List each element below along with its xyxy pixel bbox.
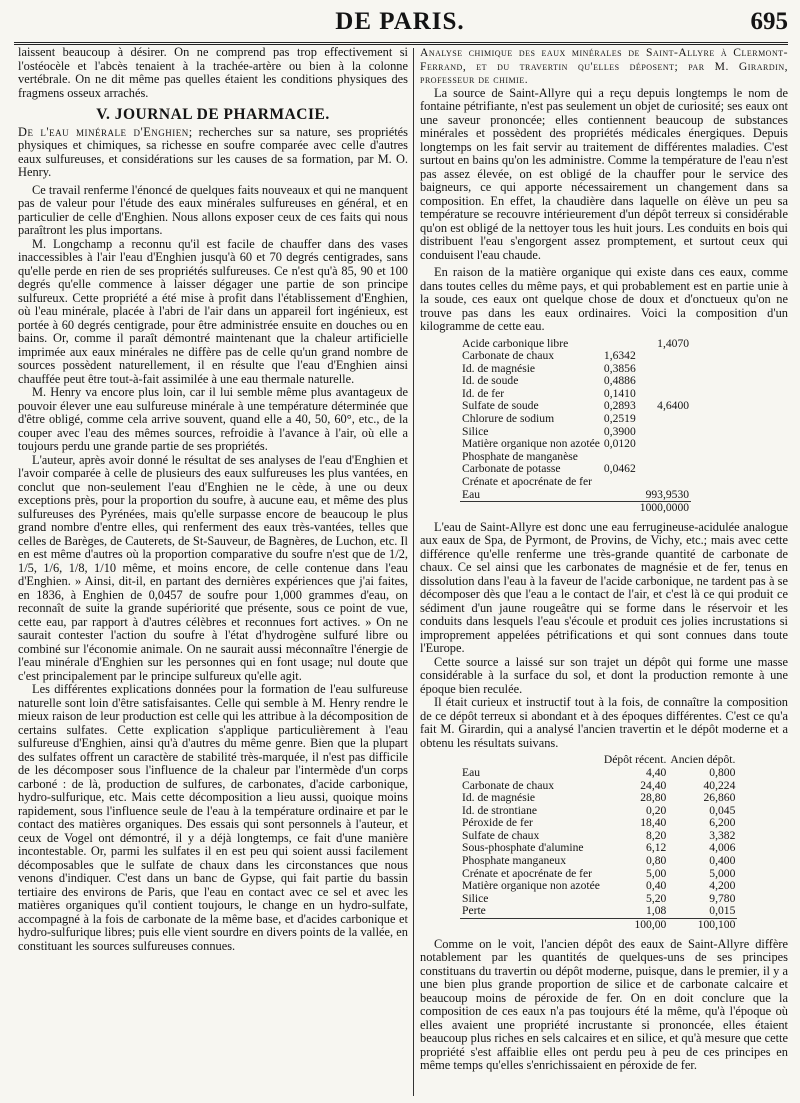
- composition-name: Phosphate de manganèse: [462, 449, 578, 463]
- deposit-ancien-value: 4,200: [709, 879, 736, 893]
- deposit-ancien-value: 0,045: [709, 803, 736, 817]
- right-paragraph-3: L'eau de Saint-Allyre est donc une eau ferrugineuse-acidulée analogue aux eaux de Spa, de Pyrmont, de Provins, de Vichy, etc.; mais avec cette différence qu'elle renferme une très-grande quantité de carbonate de chaux. Ce sel ainsi que les carbonates de magnésie et de fer, tenus en dissolution dans l'eau à la faveur de l'acide carbonique, ne tardent pas à se décomposer dès que l'eau a le contact de l'air, et c'est là ce qui produit ce sédiment d'un jaune rougeâtre qui se forme dans le réservoir et les conduits dans lesquels l'eau s'écoule et produit ces jolies incrustations si improprement appelées pétrifications et qui sont connues dans toute l'Europe.: [420, 519, 788, 656]
- analysis-heading: Analyse chimique des eaux minérales de Saint-Allyre à Clermont-Ferrand, et du travertin qu'elles déposent; par M. Girardin, professeur de chimie.: [420, 46, 788, 86]
- header-rule: [14, 42, 788, 45]
- composition-group-value: [638, 451, 691, 464]
- deposit-name: Matière organique non azotée: [462, 879, 600, 893]
- right-column: [420, 46, 788, 1098]
- composition-group-value: 4,6400: [657, 399, 690, 413]
- composition-name: Carbonate de chaux: [462, 349, 555, 363]
- composition-group-value: [638, 413, 691, 426]
- deposit-ancien-value: 0,015: [709, 904, 736, 918]
- deposit-recent-value: 5,20: [646, 891, 667, 905]
- deposit-recent-value: 18,40: [640, 816, 667, 830]
- composition-row: [460, 489, 691, 502]
- composition-name: Sulfate de soude: [462, 399, 539, 413]
- deposit-name: Phosphate manganeux: [462, 854, 566, 868]
- composition-name: Carbonate de potasse: [462, 462, 561, 476]
- deposit-row: [460, 905, 737, 918]
- composition-table: [460, 338, 691, 515]
- deposit-name: Eau: [462, 765, 481, 779]
- deposit-ancien-value: 0,400: [709, 854, 736, 868]
- right-paragraph-4: Cette source a laissé sur son trajet un dépôt qui forme une masse considérable à la surface du sol, et dont la production remonte à une époque bien reculée.: [420, 654, 788, 696]
- header-recent: Dépôt récent.: [603, 753, 667, 767]
- deposit-table: [460, 754, 737, 931]
- deposit-name: Carbonate de chaux: [462, 778, 555, 792]
- composition-value: 0,2893: [603, 399, 636, 413]
- column-divider: [413, 48, 414, 1096]
- composition-total-row: [460, 502, 691, 515]
- deposit-row: [460, 767, 737, 780]
- paragraph-4: L'auteur, après avoir donné le résultat de ses analyses de l'eau d'Enghien et l'avoir comparée à celle de plusieurs des eaux sulfureuses les plus vantées, en conclut que non-seulement l'eau d'Enghien ne le cède, à une ou deux exceptions près, pour la proportion du soufre, à aucune eau, et même des plus sulfureuses des Pyrénées, mais qu'elle surpasse encore de beaucoup le plus grand nombre d'entre elles, qui renferment des eaux très-vantées, telles que celles de Barèges, de Cauterets, de St-Sauveur, de Bagnères, de Luchon, etc. Il en est même d'autres où la proportion comparative du soufre n'est que de 1/2, 1/5, 1/6, 1/8, 1/10 même, et moins encore, de celle contenue dans l'eau d'Enghien. » Ainsi, dit-il, en partant des dernières expériences que j'ai faites, en 1836, à Enghien de 0,0457 de soufre pour 1,000 grammes d'eau, on reconnaît de suite la grande supériorité que présente, sous ce point de vue, cette eau, par rapport à d'autres célèbres et reconnues fort actives. » On ne saurait contester l'action du soufre à l'état d'hydrogène sulfuré libre ou combiné sur l'économie animale. On ne saurait aussi méconnaître l'énergie de l'eau minérale d'Enghien sur les personnes qui en font usage; nul doute que c'est principalement par le principe sulfureux qu'elle agit.: [18, 452, 408, 683]
- deposit-recent-value: 24,40: [640, 778, 667, 792]
- deposit-ancien-value: 0,800: [709, 765, 736, 779]
- deposit-name: Silice: [462, 891, 489, 905]
- deposit-name: Péroxide de fer: [462, 816, 533, 830]
- composition-value: 1,6342: [603, 349, 636, 363]
- right-paragraph-6: Comme on le voit, l'ancien dépôt des eaux de Saint-Allyre diffère notablement par les quantités de quelques-uns de ses principes constituans du travertin ou dépôt moderne, puisque, dans le premier, il y a une bien plus grande proportion de silice et de carbonate calcaire et beaucoup moins de péroxide de fer. On en doit conclure que la composition de ces eaux n'a pas toujours été la même, qu'à l'époque où elles avaient une propriété incrustante si prononcée, elles étaient beaucoup plus riches en sels calcaires et en silice, et qu'à mesure que cette propriété s'est affaiblie elles ont perdu peu à peu de ces principes en même temps qu'elles s'enrichissaient en péroxide de fer.: [420, 936, 788, 1073]
- composition-row: [460, 375, 691, 388]
- paragraph-3: M. Henry va encore plus loin, car il lui semble même plus avantageux de pouvoir élever une eau sulfureuse minérale à une température déterminée que d'être obligé, comme cela arrive souvent, quand elle a 40, 50, 60°, etc., de la couper avec l'eau des mêmes sources, refroidie à l'avance à l'air, où elle a toujours perdu une grande partie de ses propriétés.: [18, 385, 408, 453]
- composition-name: Chlorure de sodium: [462, 412, 555, 426]
- deposit-row: [460, 893, 737, 906]
- composition-value: 0,1410: [603, 386, 636, 400]
- deposit-ancien-value: 4,006: [709, 841, 736, 855]
- article-heading-caps: De l'eau minérale d'Enghien: [18, 124, 189, 139]
- deposit-total-row: [460, 919, 737, 932]
- deposit-recent-value: 28,80: [640, 791, 667, 805]
- composition-value: 0,0120: [603, 437, 636, 451]
- deposit-ancien-value: 6,200: [709, 816, 736, 830]
- composition-group-value: 993,9530: [645, 487, 690, 501]
- composition-value: [602, 489, 638, 502]
- composition-row: [460, 350, 691, 363]
- right-paragraph-1: La source de Saint-Allyre qui a reçu depuis longtemps le nom de fontaine pétrifiante, n'est pas seulement un objet de curiosité; ses eaux ont une saveur prononcée; elles contiennent beaucoup de substances minérales et possèdent des propriétés médicales énergiques. Depuis longtemps on les fait servir au traitement de différentes maladies. C'est surtout en bains qu'on les administre. Comme la température de l'eau n'est pas assez élevée, on est obligé de la chauffer pour le service des baigneurs, ce qui apporte nécessairement un changement dans sa composition. En effet, la chaudière dans laquelle on élève un peu sa température se recouvre intérieurement d'un dépôt terreux si considérable qu'on est obligé de la nettoyer tous les huit jours. Les conduits en bois qui distribuent l'eau s'engorgent assez promptement, et surtout ceux qui conduisent l'eau chaude.: [420, 85, 788, 262]
- composition-group-value: [638, 375, 691, 388]
- header-ancien: Ancien dépôt.: [670, 753, 736, 767]
- composition-value: [602, 476, 638, 489]
- deposit-ancien-value: 40,224: [703, 778, 736, 792]
- composition-value: 0,3856: [603, 361, 636, 375]
- article-heading: [18, 126, 408, 180]
- running-title: DE PARIS.: [335, 8, 465, 35]
- paragraph-5: Les différentes explications données pour la formation de l'eau sulfureuse naturelle sont loin d'être satisfaisantes. Celle qui semble à M. Henry rendre le mieux raison de leur production est celle qui les attribue à la décomposition de certains sulfates. Cette explication s'applique particulièrement à l'eau sulfureuse d'Enghien, ainsi qu'à d'autres du même genre. Bien que la plupart des sulfates offrent un caractère de stabilité très-marquée, il n'est pas difficile de les décomposer sous l'influence de la chaleur par l'intermède d'un corps carboné : de là, production de sulfures, de carbonates, d'acide carbonique, hydro-sulfurique, etc. Mais cette décomposition a lieu aussi, quoique moins rapidement, sous l'influence seule de l'eau à la température ordinaire et par le contact des matières organiques. Des essais qui sont personnels à l'auteur, et ceux de Vogel ont démontré, il y a déjà longtemps, ce fait d'une manière incontestable. Or, parmi les sulfates il en est peu qui soient aussi facilement décomposables que le sulfate de chaux dans les circonstances que nous venons d'indiquer. C'est dans un banc de Gypse, qui fait partie du bassin tertiaire des environs de Paris, que l'eau en contact avec ce sel et avec les matières organiques qu'il contient toujours, le change en un hydro-sulfate, accompagné à la fois de carbonate de la même base, et d'acides carbonique et hydro-sulfurique libres; puis elle vient sourdre en divers points de la vallée, en constituant les sources sulfureuses connues.: [18, 682, 408, 953]
- deposit-recent-value: 8,20: [646, 828, 667, 842]
- deposit-ancien-value: 3,382: [709, 828, 736, 842]
- deposit-name: Sous-phosphate d'alumine: [462, 841, 584, 855]
- deposit-name: Id. de magnésie: [462, 791, 536, 805]
- composition-value: 0,2519: [603, 412, 636, 426]
- deposit-recent-value: 0,80: [646, 854, 667, 868]
- composition-row: [460, 438, 691, 451]
- deposit-recent-value: 0,40: [646, 879, 667, 893]
- deposit-name: Perte: [462, 904, 486, 918]
- deposit-ancien-value: 9,780: [709, 891, 736, 905]
- composition-group-value: [638, 363, 691, 376]
- composition-name: Eau: [462, 487, 481, 501]
- composition-name: Id. de fer: [462, 386, 505, 400]
- deposit-recent-value: 1,08: [646, 904, 667, 918]
- composition-name: Id. de soude: [462, 374, 519, 388]
- paragraph-1: Ce travail renferme l'énoncé de quelques faits nouveaux et qui ne manquent pas de valeur pour l'étude des eaux minérales sulfureuses en général, et en particulier de celle d'Enghien. Nous allons exposer ceux de ces faits qui nous paraîtront les plus importans.: [18, 182, 408, 237]
- composition-group-value: [638, 476, 691, 489]
- right-paragraph-5: Il était curieux et instructif tout à la fois, de connaître la composition de ce dépôt terreux si abondant et à des époques différentes. C'est ce qu'a fait M. Girardin, qui a analysé l'ancien travertin et le dépôt moderne et a obtenu les résultats suivans.: [420, 695, 788, 750]
- deposit-recent-value: 5,00: [646, 866, 667, 880]
- deposit-name: Crénate et apocrénate de fer: [462, 866, 593, 880]
- composition-value: 0,4886: [603, 374, 636, 388]
- deposit-total-recent: 100,00: [602, 919, 668, 932]
- deposit-recent-value: 6,12: [646, 841, 667, 855]
- section-title: V. JOURNAL DE PHARMACIE.: [96, 106, 330, 123]
- composition-group-value: [638, 350, 691, 363]
- article-heading-rest: ; recherches sur sa nature, ses propriétés physiques et chimiques, sa richesse en soufre comparée avec celle d'autres eaux sulfureuses, et considérations sur les causes de sa formation, par M. O. Henry.: [18, 124, 408, 179]
- composition-group-value: [638, 426, 691, 439]
- composition-value: 0,0462: [603, 462, 636, 476]
- composition-row: [460, 413, 691, 426]
- right-paragraph-2: En raison de la matière organique qui existe dans ces eaux, comme dans toutes celles du même pays, et qui probablement est en partie unie à la soude, ces eaux ont quelque chose de doux et d'onctueux qu'on ne trouve pas dans les eaux ordinaires. Voici la composition d'un kilogramme de cette eau.: [420, 265, 788, 333]
- deposit-ancien-value: 26,860: [703, 791, 736, 805]
- deposit-row: [460, 880, 737, 893]
- composition-group-value: [638, 463, 691, 476]
- deposit-total-ancien: 100,100: [668, 919, 737, 932]
- deposit-recent-value: 4,40: [646, 765, 667, 779]
- composition-group-value: [638, 438, 691, 451]
- left-column: [18, 46, 408, 1098]
- deposit-row: [460, 792, 737, 805]
- intro-paragraph: laissent beaucoup à désirer. On ne comprend pas trop effectivement si l'ostéocèle et l'abcès tenaient à la trachée-artère ou bien à la colonne vertébrale. On ne dit même pas quelles étaient les conditions physiques des fragmens osseux arrachés.: [18, 46, 408, 100]
- deposit-name: Id. de strontiane: [462, 803, 538, 817]
- composition-group-value: 1,4070: [657, 336, 690, 350]
- composition-name: Crénate et apocrénate de fer: [462, 475, 593, 489]
- paragraph-2: M. Longchamp a reconnu qu'il est facile de chauffer dans des vases inaccessibles à l'air l'eau d'Enghien jusqu'à 60 et 70 degrés centigrades, sans qu'elle perde en rien de ses propriétés sulfureuses. Ce n'est qu'à 85, 90 et 100 degrés qu'elle commence à laisser dégager une partie de son principe sulfureux. Cette propriété a été mise à profit dans l'établissement d'Enghien, où l'eau minérale, placée à l'abri de l'air dans un appareil fort ingénieux, est portée à 60 degrés centigrade, pour être administrée ensuite en douches ou en bains. Or, comme il paraît démontré maintenant que la chaleur artificielle imprimée aux eaux minérales ne diffère pas de celle qu'un grand nombre de sources possèdent naturellement, il en résulte que l'eau d'Enghien ainsi chauffée peut être tout-à-fait assimilée à une eau thermale naturelle.: [18, 236, 408, 386]
- composition-total: 1000,0000: [639, 501, 690, 515]
- composition-name: Silice: [462, 424, 489, 438]
- composition-value: 0,3900: [603, 424, 636, 438]
- deposit-recent-value: 0,20: [646, 803, 667, 817]
- deposit-table-wrap: [420, 754, 788, 931]
- page-number: 695: [750, 8, 788, 35]
- deposit-name: Sulfate de chaux: [462, 828, 540, 842]
- deposit-row: [460, 855, 737, 868]
- composition-row: [460, 476, 691, 489]
- deposit-row: [460, 817, 737, 830]
- composition-name: Acide carbonique libre: [462, 336, 569, 350]
- composition-name: Id. de magnésie: [462, 361, 536, 375]
- composition-table-wrap: [420, 338, 788, 515]
- deposit-ancien-value: 5,000: [709, 866, 736, 880]
- composition-name: Matière organique non azotée: [462, 437, 600, 451]
